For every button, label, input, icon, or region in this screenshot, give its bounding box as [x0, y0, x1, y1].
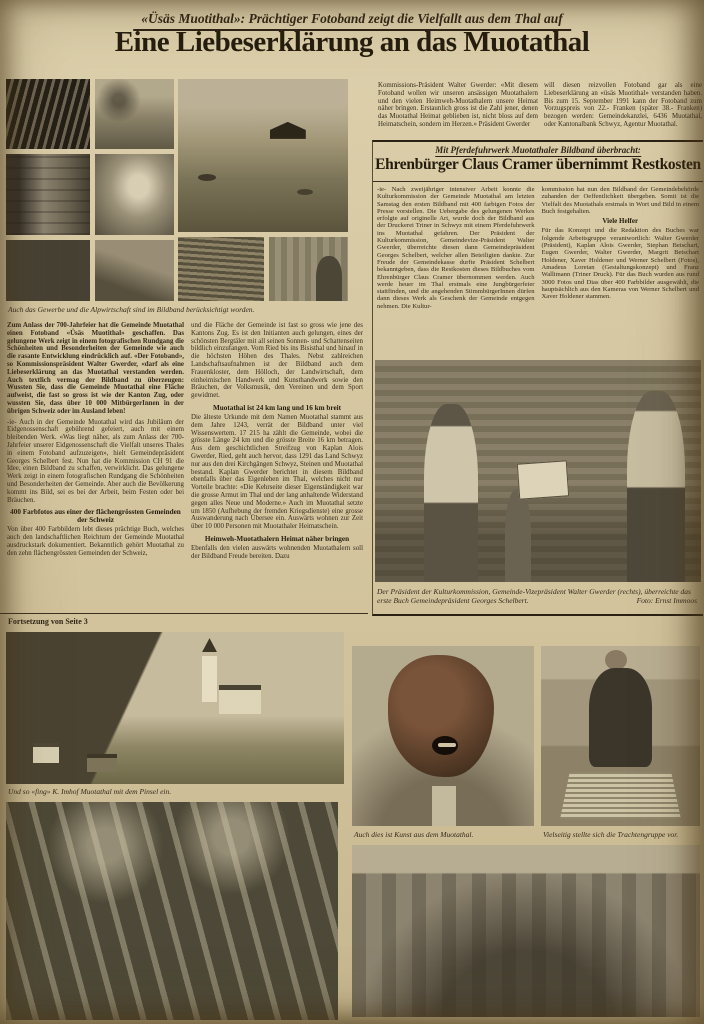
mask-pedestal-shape: [432, 786, 456, 826]
cow-shape: [198, 174, 216, 181]
section-divider: [0, 613, 368, 614]
figure-child: [505, 489, 531, 582]
photo-credit: Foto: Ernst Immoos: [636, 595, 697, 605]
photo-worker-portrait: [95, 240, 174, 301]
article-paragraph-6: Ebenfalls den vielen auswärts wohnenden Muotathalern soll der Bildband Freude bereiten. Dazu: [191, 544, 363, 560]
cow-shape: [297, 189, 313, 195]
article-paragraph-2: -ie- Auch in der Gemeinde Muotathal wird das Jubiläum der Eidgenossenschaft gebührend gefeiert, auch mit einem bleibenden Werk. «Was liegt näher, als zum Anlass der 700-Jahrfeier unserer Eidgenossenschaft die Vielfalt unseres Thales in einem Fotoband aufzuzeigen», hielt Gemeindepräsident Georges Schelbert fest. Nun hat die Kommission CH 91 die Idee, einen Bildband zu schaffen, verwirklicht. Das gelungene Werk zeigt in einem fotografischen Rundgang die Schönheiten und Besonderheiten der Gemeinde. Aber auch die Bevölkerung kommt ins Bild, sei es bei der Arbeit, beim Festen oder bei Bräuchen.: [7, 418, 184, 504]
box-caption-text: Der Präsident der Kulturkommission, Gemeinde-Vizepräsident Walter Gwerder (rechts), überreichte das erste Buch Gemeindepräsident Georges Schelbert.: [377, 587, 691, 605]
photo-man-shingle-wall: [269, 237, 348, 301]
article-subhead-heimweh: Heimweh-Muotathalern Heimat näher bringen: [204, 534, 350, 543]
intro-column-2: will diesen reizvollen Fotoband gar als eine Liebeserklärung an «üsäs Muotithal» verstanden haben. Bis zum 15. September 1991 kann der Fotoband zum Vorzugspreis von 22.- Franken (später 38.- Franken) bezogen werden: Gemeindekanzlei, 6436 Muotathal, oder Kantonalbank Schwyz, Agentur Muotathal.: [544, 82, 702, 128]
photo-trachten-woman: [541, 646, 700, 826]
photo-book-handover: [375, 360, 701, 582]
trachten-caption: Vielseitig stellte sich die Trachtengruppe vor.: [543, 830, 679, 839]
article-column-2: [191, 322, 363, 612]
article-subhead-farbfotos: 400 Farbfotos aus einer der flächengrössten Gemeinden der Schweiz: [10, 508, 181, 525]
house-shape: [33, 747, 59, 763]
article-paragraph-3: Von über 400 Farbbildern lebt dieses prächtige Buch, welches auch den landschaftlichen Reichtum der Gemeinde Muotathal ausdruckstark dokumentiert. Bekanntlich gehört Muotathal zu den zehn flächengrössten Gemeinden der Schweiz,: [7, 526, 184, 557]
seated-man-shape: [316, 256, 342, 301]
box-subhead-helfer: Viele Helfer: [602, 217, 639, 226]
strapline: «Üsäs Muotithal»: Prächtiger Fotoband zeigt die Vielfallt aus dem Thal auf: [133, 11, 571, 31]
photo-dance-group: [6, 802, 338, 1020]
vest-shape: [589, 668, 653, 767]
article-subhead-24km: Muotathal ist 24 km lang und 16 km breit: [212, 403, 342, 412]
box-column-2: [542, 186, 700, 358]
photo-timber-drying: [6, 79, 90, 149]
photo-village-painting: [6, 632, 344, 784]
box-article: [372, 140, 703, 616]
photo-men-at-machine: [6, 240, 90, 301]
church-nave-shape: [219, 690, 261, 714]
photo-alpine-pasture: [178, 79, 348, 232]
collage-caption: Auch das Gewerbe und die Alpwirtschaft sind im Bildband berücksichtigt worden.: [8, 305, 255, 314]
continuation-label: Fortsetzung von Seite 3: [8, 617, 88, 626]
dulcimer-shape: [560, 772, 681, 819]
intro-column-1: Kommissions-Präsident Walter Gwerder: «Mit diesem Fotoband wollen wir unseren ansässigen Muotathalern und den vielen Heimweh-Muotathalern unsere Heimat näher bringen. Erstaunlich gross ist die Zahl jener, denen das Muotathal Heimat geblieben ist, nicht bloss auf dem Heimatschein, sondern im Herzen.» Präsident Gwerder: [378, 82, 538, 128]
article-lead-paragraph: Zum Anlass der 700-Jahrfeier hat die Gemeinde Muotathal einen Fotoband «Üsäs Muotithal» geschaffen. Das gelungene Werk zeigt in einem fotografischen Rundgang die Schönheiten und Besonderheiten der Gemeinde wie auch die rasante Entwicklung eindrücklich auf. «Der Fotoband», so Kommissionspräsident Walter Gwerder, «darf als eine Liebeserklärung an das Muotathal verstanden werden. Auch textlich vermag der Bildband zu überzeugen: Wussten Sie, dass die Gemeinde Muotathal eine Fläche aufweist, die fast so gross ist wie der Kanton Zug, oder wussten Sie, dass über 10 000 MitbürgerInnen in der übrigen Schweiz oder im Ausland leben!: [7, 322, 184, 415]
alp-hut-shape: [270, 122, 306, 139]
photo-outdoor-workers: [95, 79, 174, 149]
photo-craftsman-apron: [95, 154, 174, 235]
house-shape: [87, 758, 117, 772]
main-headline: Eine Liebeserklärung an das Muotathal: [114, 26, 590, 58]
photo-collage: [6, 79, 348, 301]
box-column-1: -ie- Nach zweijähriger intensiver Arbeit konnte die Kulturkommission der Gemeinde Muotathal am letzten Samstag den ersten Bildband mit 400 farbigen Fotos der Presse vorstellen. Die Uebergabe des gelungenen Werkes erfolgte auf originelle Art, wurde doch der Bildband aus der Druckerei Triner in Schwyz mit einem Pferdefuhrwerk ins Muotathal gefahren. Der Präsident der Kulturkommission, Gemeindevize-Präsident Walter Gwerder, überreichte diesen dann Gemeindepräsident Georges Schelbert, welcher allen Beteiligten dankte. Zur Freude der Gemeindekasse durfte Präsident Schelbert bekanntgeben, dass die Restkosten dieses Bildbuches vom Ehrenbürger Claus Cramer übernommen werden. Auch werde heuer im Thal erstmals eine Jungbürgerfeier stattfinden, und die angehenden StimmbürgerInnen dürfen dann dieses Werk als Geschenk der Gemeinde entgegen nehmen. Die Kultur-: [377, 186, 535, 310]
box-photo-caption: [377, 588, 697, 605]
box-paragraph-2b: Für das Konzept und die Redaktion des Buches war folgende Arbeitsgruppe verantwortlich: Walter Gwerder (Präsident), Kaplan Alois Gwerder, Stephan Betschart, Eugen Gwerder, Walter Gwerder, Margrit Betschart Holdener, Xaver Holdener und Werner Schelbert (Fotos), Amadeus Loretan (Gestaltungskonzept) und Franz Wallimann (Triner Druck). Für das Buch wurden aus rund 3000 Fotos und Dias über 400 Farbbilder ausgewählt, die hauptsächlich aus den Kameras von Werner Schelbert und Xaver Holdener stammen.: [541, 227, 699, 301]
photo-carved-mask: [352, 646, 534, 826]
figure-georges-schelbert: [627, 391, 685, 582]
head-shape: [605, 650, 627, 670]
box-paragraph-2a: kommission hat nun den Bildband der Gemeindebehörde zuhanden der Oeffentlichkeit übergeben. Somit ist die Vielfalt des Muotathals erstmals in Wort und Bild in einem Buch festgehalten.: [541, 186, 699, 215]
photo-group-scene: [352, 845, 700, 1017]
box-headline: Ehrenbürger Claus Cramer übernimmt Restkosten: [375, 156, 701, 173]
article-paragraph-4: und die Fläche der Gemeinde ist fast so gross wie jene des Kantons Zug. Es ist den Initianten auch gelungen, eines der schönsten Bergtäler mit all seinen Sonnen- und Schattenseiten bildlich einzufangen. Vom Ried bis ins Bisisthal und hinauf in die höchsten Höhen des Thales. Nebst zahlreichen Landschaftsaufnahmen ist der Bildband auch dem Frauenkloster, dem Hölloch, der Landwirtschaft, dem einheimischen Handwerk und Kunsthandwerk sowie den Bräuchen, der Volksmusik, den Vereinen und dem Sport gewidmet.: [191, 322, 363, 400]
figure-walter-gwerder: [424, 404, 478, 582]
box-divider: [373, 181, 703, 182]
photo-wood-pile: [178, 237, 264, 301]
box-columns: [377, 186, 699, 358]
painting-caption: Und so «fing» K. Imhof Muotathal mit dem Pinsel ein.: [8, 787, 172, 796]
box-kicker: Mit Pferdefuhrwerk Muotathaler Bildband überbracht:: [435, 145, 641, 155]
mask-caption: Auch dies ist Kunst aus dem Muotathal.: [354, 830, 474, 839]
church-tower-shape: [202, 656, 217, 702]
photo-workshop-interior: [6, 154, 90, 235]
mask-teeth-shape: [438, 743, 456, 747]
book-shape: [517, 460, 569, 499]
mask-face-shape: [388, 655, 494, 777]
article-column-1: [7, 322, 184, 612]
article-paragraph-5: Die älteste Urkunde mit dem Namen Muotathal stammt aus dem Jahre 1243, verrät der Bildband unter viel Wissenswertem. 17 215 ha zählt die Gemeinde, wobei die grösste Länge 24 km und die grösste Breite 16 km betragen. Aus dem geschichtlichen Streifzug von Kaplan Alois Gwerder, Ried, geht auch hervor, dass 1291 das Land Schwyz nur aus den drei Kirchgängen Schwyz, Steinen und Muotathal bestand. Kaplan Gwerder berichtet in diesem Bildband ebenfalls über das Eigenleben im Thal, welches nicht nur Vorteile brachte: «Die Kehrseite dieser Eigenständigkeit war die grosse Armut im Thal und der lang anhaltende Widerstand gegen alles Neue und Moderne.» Auch im Muotathal setzte um 1850 (Aufhebung der fremden Kriegsdienste) eine grosse Auswanderung nach Übersee ein. Auswärts wohnen zur Zeit über 10 000 Personen mit Muotathaler Heimatschein.: [191, 413, 363, 531]
